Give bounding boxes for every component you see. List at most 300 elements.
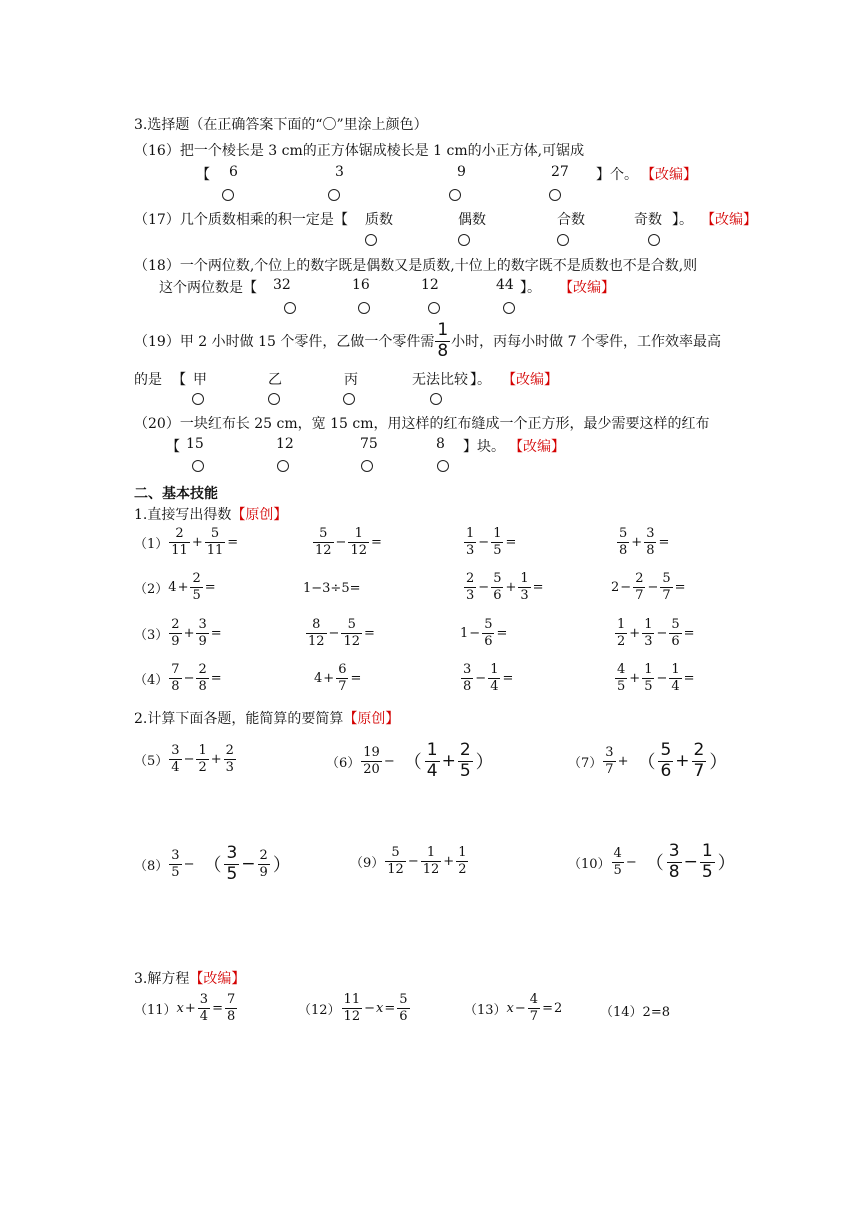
denominator: 12	[387, 861, 404, 877]
equals-sign: =	[502, 670, 514, 686]
q16-option-2: 3	[335, 164, 344, 180]
e11-label: （11）	[134, 1002, 177, 1018]
numerator: 5	[347, 617, 356, 632]
q17-option-1: 质数	[365, 212, 393, 228]
fraction	[198, 993, 210, 1023]
denominator: 12	[308, 633, 325, 649]
q19-option-2: 乙	[268, 372, 282, 388]
minus-sign: −	[514, 1000, 526, 1016]
denominator: 4	[490, 678, 499, 694]
q19-frac-den: 8	[437, 340, 449, 361]
denominator: 7	[635, 587, 644, 603]
part2-title: 二、基本技能	[134, 486, 218, 502]
q18-option-4: 44	[496, 277, 514, 293]
denominator: 12	[343, 633, 360, 649]
s3-title-text: 3.解方程	[134, 971, 190, 987]
q19-radio-2[interactable]	[268, 393, 280, 405]
fraction	[658, 742, 673, 781]
denominator: 7	[662, 587, 671, 603]
numerator: 3	[171, 743, 180, 758]
numerator: 2	[259, 848, 268, 864]
r1c2-expr	[312, 527, 383, 557]
minus-sign: −	[478, 534, 490, 550]
q20-option-3: 75	[360, 436, 378, 452]
numerator: 2	[693, 740, 705, 760]
q18-option-3: 12	[421, 277, 439, 293]
left-paren: （	[203, 855, 222, 877]
r4c3-expr	[460, 663, 514, 693]
numerator: 1	[644, 662, 653, 677]
denominator: 8	[463, 678, 472, 694]
q19-option-3: 丙	[344, 372, 358, 388]
fraction	[518, 572, 530, 602]
numerator: 2	[225, 743, 234, 758]
equals-sign: =	[227, 534, 239, 550]
q16-option-4: 27	[551, 164, 569, 180]
numerator: 1	[520, 571, 529, 586]
numerator: 2	[198, 662, 207, 677]
numerator: 5	[671, 617, 680, 632]
denominator: 5	[459, 760, 471, 781]
fraction	[385, 846, 406, 876]
denominator: 6	[660, 760, 672, 781]
q20-option-2: 12	[276, 436, 294, 452]
fraction	[190, 572, 202, 602]
s3-tag: 【改编】	[189, 971, 246, 987]
denominator: 12	[343, 1008, 361, 1024]
plus-sign: +	[183, 625, 195, 641]
numerator: 4	[613, 846, 622, 862]
numerator: 3	[668, 841, 680, 861]
q20-option-4: 8	[436, 436, 445, 452]
fraction	[612, 847, 624, 877]
minus-sign: −	[625, 854, 637, 870]
numerator: 2	[466, 571, 475, 586]
q16-radio-4[interactable]	[549, 189, 561, 201]
q20-tag: 【改编】	[509, 439, 565, 455]
equals-sign: =	[674, 579, 686, 595]
numerator: 19	[363, 745, 380, 761]
denominator: 6	[671, 633, 680, 649]
r2-label: （2）	[134, 581, 169, 597]
numerator: 1	[426, 845, 436, 860]
integer: 1	[460, 625, 469, 641]
minus-sign: −	[656, 670, 668, 686]
q17-radio-1[interactable]	[365, 234, 377, 246]
equals-sign: =	[505, 534, 517, 550]
fraction	[642, 663, 654, 693]
numerator: 7	[171, 662, 180, 677]
q19-stem-line1	[134, 322, 721, 361]
q17-radio-4[interactable]	[648, 234, 660, 246]
q18-radio-2[interactable]	[358, 302, 370, 314]
denominator: 5	[701, 861, 713, 882]
denominator: 11	[171, 542, 188, 558]
equals-sign: =	[364, 625, 375, 641]
plus-sign: +	[191, 534, 203, 550]
q20-radio-1[interactable]	[192, 460, 204, 472]
numerator: 5	[662, 571, 671, 586]
denominator: 8	[171, 678, 180, 694]
r4c4-expr	[614, 663, 696, 693]
denominator: 3	[520, 587, 529, 603]
minus-sign: −	[183, 751, 195, 767]
equals-sign: =	[204, 579, 216, 595]
q16-radio-2[interactable]	[328, 189, 340, 201]
r1-label: （1）	[134, 536, 169, 552]
denominator: 8	[619, 542, 628, 558]
numerator: 11	[343, 992, 361, 1007]
section-title-choice: 3.选择题（在正确答案下面的“〇”里涂上颜色）	[134, 117, 428, 133]
q20-radio-2[interactable]	[277, 460, 289, 472]
plus-sign: +	[177, 579, 189, 595]
numerator: 7	[226, 992, 236, 1007]
q18-right-bracket: 】。	[520, 280, 541, 296]
r4c2-expr	[314, 663, 362, 693]
q19-stem-a: （19）甲 2 小时做 15 个零件，乙做一个零件需	[134, 334, 435, 351]
integer: 2	[553, 1000, 563, 1016]
right-paren: ）	[709, 752, 728, 774]
r1c1-expr	[134, 527, 239, 557]
fraction	[224, 744, 236, 774]
minus-sign: −	[335, 534, 347, 550]
fraction	[336, 663, 348, 693]
r3c3-expr	[460, 618, 508, 648]
equals-sign: =	[210, 625, 222, 641]
r4-label: （4）	[134, 672, 169, 688]
q19-stem-b: 小时，丙每小时做 7 个零件，工作效率最高	[451, 334, 721, 351]
fraction	[491, 572, 503, 602]
denominator: 5	[493, 542, 502, 558]
minus-sign: −	[620, 579, 632, 595]
q18-option-1: 32	[273, 277, 291, 293]
q17-option-4: 奇数	[634, 212, 662, 228]
q18-stem-line1: （18）一个两位数,个位上的数字既是偶数又是质数,十位上的数字既不是质数也不是合数,则	[134, 258, 698, 274]
equals-sign: =	[384, 1000, 396, 1016]
fraction	[224, 845, 239, 884]
fraction	[169, 744, 181, 774]
denominator: 4	[671, 678, 680, 694]
s1-title	[134, 504, 287, 524]
minus-sign: −	[407, 853, 419, 869]
q20-right-bracket: 】块。	[463, 439, 505, 455]
left-paren: （	[637, 752, 656, 774]
e12-label: （12）	[298, 1002, 341, 1018]
numerator: 1	[426, 740, 438, 760]
integer: 4	[168, 579, 177, 595]
q19-option-1: 甲	[193, 372, 207, 388]
q20-option-1: 15	[186, 436, 204, 452]
r2c1-expr	[134, 572, 217, 602]
fraction	[361, 746, 382, 776]
fraction	[425, 742, 440, 781]
numerator: 3	[605, 745, 614, 761]
denominator: 9	[171, 633, 180, 649]
numerator: 3	[646, 526, 655, 541]
numerator: 1	[701, 841, 713, 861]
denominator: 8	[226, 1008, 236, 1024]
r2c2-expr: 1−3÷5=	[303, 581, 361, 596]
denominator: 12	[350, 542, 367, 558]
s2-title-text: 2.计算下面各题，能简算的要简算	[134, 711, 344, 727]
c9-label: （9）	[350, 855, 385, 871]
q16-radio-1[interactable]	[222, 189, 234, 201]
e14-expr	[600, 1001, 670, 1020]
fraction	[258, 849, 270, 879]
c10-label: （10）	[568, 856, 611, 872]
equals-sign: =	[212, 1000, 223, 1016]
q17-radio-2[interactable]	[458, 234, 470, 246]
minus-sign: −	[183, 856, 195, 872]
q17-option-3: 合数	[557, 212, 585, 228]
q19-tag: 【改编】	[502, 372, 558, 388]
denominator: 5	[171, 864, 180, 880]
q18-radio-1[interactable]	[284, 302, 296, 314]
minus-sign: −	[475, 670, 487, 686]
denominator: 11	[206, 542, 224, 558]
q16-option-3: 9	[457, 164, 466, 180]
q19-fraction	[435, 322, 450, 361]
denominator: 9	[198, 633, 207, 649]
q19-radio-1[interactable]	[192, 393, 204, 405]
fraction	[456, 846, 468, 876]
numerator: 3	[198, 617, 207, 632]
fraction	[342, 993, 363, 1023]
numerator: 1	[354, 526, 363, 541]
equals-sign: =	[496, 625, 508, 641]
fraction	[660, 572, 672, 602]
denominator: 6	[399, 1008, 408, 1024]
e13-label: （13）	[464, 1002, 507, 1018]
q18-stem-line2: 这个两位数是【	[159, 280, 257, 296]
c7-expr	[568, 742, 729, 781]
c10-expr	[568, 843, 738, 882]
numerator: 5	[660, 740, 672, 760]
denominator: 4	[426, 760, 438, 781]
fraction	[461, 663, 473, 693]
plus-sign: +	[675, 751, 690, 772]
denominator: 12	[422, 861, 440, 877]
q16-left-bracket: 【	[196, 167, 210, 183]
fraction	[491, 527, 503, 557]
q18-radio-4[interactable]	[503, 302, 515, 314]
c5-label: （5）	[134, 753, 169, 769]
variable-x: x	[506, 1000, 514, 1016]
q20-left-bracket: 【	[166, 439, 180, 455]
minus-sign: −	[241, 854, 256, 875]
denominator: 9	[259, 864, 268, 880]
minus-sign: −	[683, 852, 698, 873]
fraction	[615, 618, 627, 648]
denominator: 5	[644, 678, 653, 694]
fraction	[196, 618, 208, 648]
numerator: 5	[319, 526, 328, 541]
r1c3-expr	[463, 527, 517, 557]
fraction	[225, 993, 237, 1023]
c7-label: （7）	[568, 755, 603, 771]
numerator: 6	[338, 662, 347, 677]
q17-radio-3[interactable]	[557, 234, 569, 246]
denominator: 12	[315, 542, 332, 558]
q19-radio-4[interactable]	[430, 393, 442, 405]
r4c1-expr	[134, 663, 223, 693]
q19-right-bracket: 】。	[470, 372, 491, 388]
r3c1-expr	[134, 618, 223, 648]
numerator: 8	[312, 617, 321, 632]
numerator: 1	[198, 743, 207, 758]
s3-title	[134, 968, 245, 988]
fraction	[482, 618, 494, 648]
fraction	[306, 618, 327, 648]
equals-sign: =	[658, 534, 670, 550]
numerator: 2	[459, 740, 471, 760]
fraction	[692, 742, 707, 781]
q20-radio-3[interactable]	[361, 460, 373, 472]
numerator: 4	[617, 662, 626, 677]
fraction	[421, 846, 442, 876]
fraction	[169, 527, 190, 557]
r3c4-expr	[614, 618, 696, 648]
fraction	[633, 572, 645, 602]
variable-x: x	[176, 1000, 184, 1016]
fraction	[169, 663, 181, 693]
numerator: 1	[617, 617, 626, 632]
denominator: 3	[466, 587, 475, 603]
r3-label: （3）	[134, 627, 169, 643]
numerator: 5	[619, 526, 628, 541]
denominator: 8	[198, 678, 207, 694]
q19-option-4: 无法比较	[412, 372, 468, 388]
equals-sign: =	[542, 1000, 553, 1016]
fraction	[397, 993, 409, 1023]
q16-radio-3[interactable]	[449, 189, 461, 201]
plus-sign: +	[631, 534, 643, 550]
plus-sign: +	[184, 1000, 196, 1016]
fraction	[528, 993, 540, 1023]
numerator: 1	[671, 662, 680, 677]
equals-sign: =	[683, 625, 695, 641]
q16-option-1: 6	[229, 164, 238, 180]
fraction	[644, 527, 656, 557]
equals-sign: =	[210, 670, 222, 686]
q17-stem: （17）几个质数相乘的积一定是【	[134, 212, 348, 228]
numerator: 3	[226, 843, 238, 863]
denominator: 3	[225, 759, 234, 775]
equals-sign: =	[350, 670, 362, 686]
q16-tag: 【改编】	[641, 167, 697, 183]
fraction	[196, 744, 208, 774]
c6-label: （6）	[326, 755, 361, 771]
numerator: 3	[171, 848, 180, 864]
r2c3-expr	[463, 572, 545, 602]
denominator: 8	[668, 861, 680, 882]
numerator: 1	[466, 526, 475, 541]
denominator: 7	[529, 1008, 539, 1024]
q20-radio-4[interactable]	[437, 460, 449, 472]
numerator: 1	[644, 617, 653, 632]
e11-expr	[134, 993, 238, 1023]
equals-sign: =	[371, 534, 382, 550]
r3c2-expr	[305, 618, 376, 648]
fraction	[700, 843, 715, 882]
q19-frac-num: 1	[437, 320, 449, 340]
equals-sign: =	[683, 670, 695, 686]
plus-sign: +	[441, 751, 456, 772]
numerator: 5	[210, 526, 220, 541]
fraction	[169, 849, 181, 879]
plus-sign: +	[629, 670, 641, 686]
q19-stem-line2: 的是	[134, 372, 162, 388]
numerator: 1	[493, 526, 502, 541]
numerator: 2	[175, 526, 184, 541]
numerator: 3	[463, 662, 472, 677]
s2-tag: 【原创】	[343, 711, 400, 727]
q17-right-bracket: 】。	[672, 212, 693, 228]
numerator: 5	[484, 617, 493, 632]
q17-option-2: 偶数	[458, 212, 486, 228]
fraction	[488, 663, 500, 693]
denominator: 6	[493, 587, 502, 603]
fraction	[617, 527, 629, 557]
q19-radio-3[interactable]	[343, 393, 355, 405]
plus-sign: +	[443, 853, 455, 869]
q17-tag: 【改编】	[701, 212, 757, 228]
fraction	[196, 663, 208, 693]
denominator: 5	[613, 862, 622, 878]
left-paren: （	[645, 853, 664, 875]
fraction	[169, 618, 181, 648]
right-paren: ）	[475, 752, 494, 774]
denominator: 2	[617, 633, 626, 649]
fraction	[603, 746, 615, 776]
plus-sign: +	[629, 625, 641, 641]
denominator: 2	[458, 861, 467, 877]
q16-stem: （16）把一个棱长是 3 cm的正方体锯成棱长是 1 cm的小正方体,可锯成	[134, 143, 585, 159]
denominator: 6	[484, 633, 493, 649]
denominator: 3	[644, 633, 653, 649]
denominator: 4	[171, 759, 180, 775]
q18-radio-3[interactable]	[428, 302, 440, 314]
right-paren: ）	[717, 853, 736, 875]
e14-text: 2=8	[642, 1005, 670, 1020]
r2c4-expr	[611, 572, 687, 602]
e13-expr	[464, 993, 562, 1023]
fraction	[464, 527, 476, 557]
numerator: 3	[199, 992, 209, 1007]
e14-label: （14）	[600, 1005, 643, 1020]
minus-sign: −	[478, 579, 490, 595]
minus-sign: −	[364, 1000, 375, 1016]
numerator: 5	[391, 845, 400, 860]
fraction	[348, 527, 369, 557]
q18-tag: 【改编】	[559, 280, 615, 296]
plus-sign: +	[505, 579, 517, 595]
left-paren: （	[403, 752, 422, 774]
numerator: 2	[192, 571, 201, 586]
numerator: 5	[399, 992, 408, 1007]
s1-title-text: 1.直接写出得数	[134, 507, 232, 523]
integer: 2	[611, 579, 620, 595]
q19-left-bracket: 【	[172, 372, 186, 388]
minus-sign: −	[328, 625, 340, 641]
fraction	[464, 572, 476, 602]
minus-sign: −	[647, 579, 659, 595]
integer: 4	[314, 670, 323, 686]
plus-sign: +	[617, 753, 629, 769]
s1-tag: 【原创】	[231, 507, 288, 523]
r1c4-expr	[616, 527, 670, 557]
denominator: 2	[198, 759, 207, 775]
